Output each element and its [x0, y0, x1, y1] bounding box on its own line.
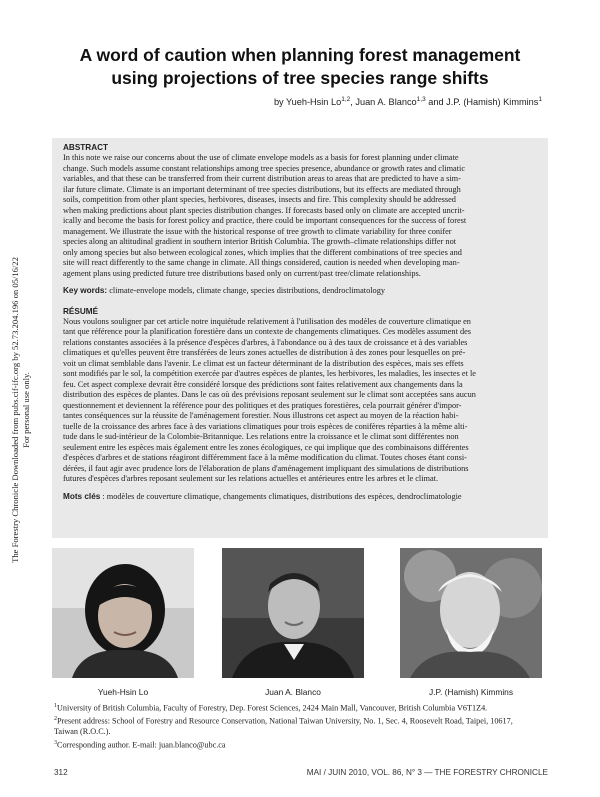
mots-cles-label: Mots clés — [63, 491, 101, 501]
resume-line: relations constantes associées à la présence d'espèces d'arbres, à l'abondance ou à des taux de croissance et à des variables — [63, 337, 468, 347]
abstract-body — [63, 153, 537, 279]
caption-blanco: Juan A. Blanco — [265, 687, 321, 697]
caption-kimmins: J.P. (Hamish) Kimmins — [428, 687, 514, 697]
resume-line: seulement entre les espèces mais également entre les zones écologiques, ce qui implique que des combinaisons différentes — [63, 442, 469, 452]
abstract-box — [52, 138, 548, 538]
article-title — [60, 44, 540, 90]
resume-line: tant que référence pour la planification forestière dans un contexte de changements climatiques. Ces modèles assument des — [63, 327, 472, 336]
resume-line: tuelle de la croissance des arbres face à des variations climatiques pour trois espèces de conifères réparties à la même alti- — [63, 421, 468, 431]
resume-line: sont modifiés par le sol, la compétition exercée par d'autres espèces de plantes, les herbivores, les maladies, les insectes et le — [63, 369, 476, 378]
abstract-heading: ABSTRACT — [63, 143, 109, 152]
mots-cles-text: : modèles de couverture climatique, changements climatiques, distributions des espèces, dendroclimatologie — [100, 491, 462, 501]
abstract-keywords — [63, 286, 537, 297]
resume-keywords — [63, 492, 537, 503]
author-2: Juan A. Blanco — [355, 97, 417, 108]
abstract-line: management. We illustrate the issue with the historical response of tree growth to climate variability for three conifer — [63, 226, 452, 236]
author-2-affil: 1,3 — [416, 96, 426, 103]
authors-sep-1: , — [350, 97, 356, 108]
footnote-1: $^1$University of British Columbia, Faculty of Forestry, Dep. Forest Sciences, 2424 Main Mall, Vancouver, British Columbia V6T1Z4. — [54, 703, 488, 713]
resume-heading: RÉSUMÉ — [63, 306, 99, 316]
keywords-label: Key words: — [63, 286, 108, 295]
footnote-3: $^3$Corresponding author. E-mail: juan.blanco@ubc.ca — [54, 739, 226, 750]
resume-line: dérées, il faut agir avec prudence lors de l'élaboration de plans d'aménagement impliquant des simulations de distributions — [63, 463, 469, 473]
author-1: Yueh-Hsin Lo — [286, 97, 342, 108]
resume-line: d'espèces d'arbres et de stations réagiront différemment face à la même modification du climat. Toutes choses étant consi- — [63, 453, 467, 462]
authors-prefix: by — [273, 97, 287, 108]
author-1-affil: 1,2 — [341, 96, 351, 103]
abstract-line: when making predictions about plant species distribution changes. If forecasts based only on climate are accepted uncrit- — [63, 205, 465, 215]
abstract-line: species along an altitudinal gradient in southern interior British Columbia. The growth–climate relationships differ not — [63, 237, 457, 246]
abstract-line: ically and become the basis for forest policy and practice, there could be important consequences for the success of forest — [63, 216, 467, 225]
resume-line: questionnement et deviennent la référence pour des politiques et des pratiques forestières, cela pourrait générer d'impor- — [63, 400, 462, 410]
abstract-line: soils, competition from other plant species, herbivores, diseases, insects and fire. This complexity should be addressed — [63, 195, 456, 204]
abstract-line: site will react differently to the same change in climate. All things considered, caution is needed when developing man- — [63, 258, 460, 267]
caption-lo: Yueh-Hsin Lo — [97, 687, 149, 697]
watermark-line-2: For personal use only. — [21, 372, 31, 448]
abstract-line: In this note we raise our concerns about the use of climate envelope models as a basis for forest planning under climate — [63, 153, 459, 162]
resume-line: futures d'espèces d'arbres reposant seulement sur les relations actuelles et antérieures entre les arbres et le climat. — [63, 474, 439, 483]
title-line-1: A word of caution when planning forest management — [79, 45, 521, 65]
resume-line: voit un climat semblable dans l'avenir. Le climat est un facteur déterminant de la distribution des espèces, mais ses effets — [63, 358, 464, 368]
resume-body — [63, 317, 537, 485]
author-line — [60, 96, 542, 107]
title-line-2: using projections of tree species range shifts — [111, 68, 489, 88]
footnote-2: $^2$Present address: School of Forestry and Resource Conservation, National Taiwan University, No. 1, Sec. 4, Roosevelt Road, Taipei, 10617, — [54, 716, 513, 726]
resume-line: distribution des espèces de plantes. Dans le cas où des prévisions reposant seulement sur le climat sont acceptées sans aucun — [63, 390, 476, 399]
authors-sep-2: and — [425, 97, 447, 108]
resume-line: Nous voulons souligner par cet article notre inquiétude relativement à l'utilisation des modèles de couverture climatique en — [63, 316, 471, 326]
watermark-line-1: The Forestry Chronicle Downloaded from pubs.cif-ifc.org by 52.73.204.196 on 05/16/22 — [10, 257, 20, 563]
journal-footer: MAI / JUIN 2010, VOL. 86, N° 3 — THE FORESTRY CHRONICLE — [306, 768, 548, 777]
abstract-line: ilar future climate. Climate is an important determinant of tree species distributions, but its effects are mediated through — [63, 184, 461, 194]
author-3-affil: 1 — [538, 96, 542, 103]
author-photo-lo — [52, 548, 194, 678]
download-watermark — [10, 210, 34, 610]
keywords-text: climate-envelope models, climate change, species distributions, dendroclimatology — [107, 286, 386, 295]
resume-line: tude dans le sud-intérieur de la Colombie-Britannique. Les relations entre la croissance et le climat sont différentes non — [63, 432, 459, 441]
abstract-line: change. Such models assume constant relationships among tree species presence, abundance or growth rates and climatic — [63, 163, 466, 173]
abstract-line: only among species but also between ecological zones, which implies that the different combinations of tree species and — [63, 247, 462, 257]
author-3: J.P. (Hamish) Kimmins — [446, 97, 539, 108]
abstract-line: variables, and that these can be transferred from their current distribution areas to areas that are predicted to have a sim- — [63, 174, 461, 183]
author-photo-blanco — [222, 548, 364, 678]
footnotes — [54, 701, 548, 751]
abstract-line: agement plans using predicted future tree distributions based only on current/past tree/climate relationships. — [63, 268, 421, 278]
page-number: 312 — [54, 768, 68, 777]
footnote-2-cont: Taiwan (R.O.C.). — [54, 727, 111, 737]
resume-line: feu. Cet aspect complexe devrait être considéré lorsque des prédictions sont faites relativement aux changements dans la — [63, 379, 463, 389]
resume-line: tantes conséquences sur la réussite de l'aménagement forestier. Nous illustrons cet aspect au moyen de la réaction habi- — [63, 411, 459, 420]
author-photo-kimmins — [400, 548, 542, 678]
resume-line: climatiques et qu'elles peuvent être transférées de leurs zones actuelles de distribution à des zones pour lesquelles on pré- — [63, 348, 466, 357]
